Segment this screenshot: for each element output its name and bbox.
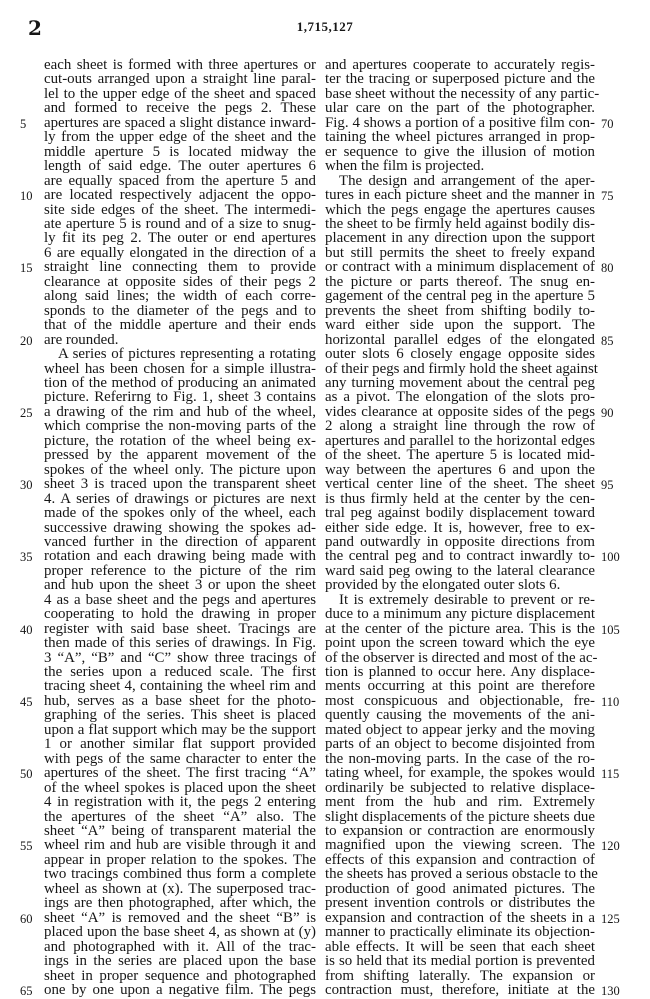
text-line: along said lines; the width of each corre- [44,288,316,305]
line-number: 70 [601,116,614,131]
line-number: 5 [20,116,27,131]
text-line: ment from the hub and rim. Extremely [325,794,595,811]
text-line: wheel rim and hub are visible through it and [44,837,316,854]
text-line: successive drawing showing the spokes ad- [44,519,316,536]
text-line: ments occurring at this point are therefore [325,678,595,695]
text-line: taining the wheel pictures arranged in prop- [325,129,595,146]
text-line: Fig. 4 shows a portion of a positive film con- [325,114,595,131]
line-number: 20 [20,333,33,348]
text-line: sheet “A” is removed and the sheet “B” is [44,909,316,926]
text-line: the sheets has proved a serious obstacle to the [325,866,598,883]
text-line: ly from the upper edge of the sheet and the [44,129,316,146]
text-line: most conspicuous and objectionable, fre- [325,692,595,709]
line-number: 80 [601,261,614,276]
text-line: one by one upon a negative film. The pegs [44,982,316,998]
text-line: pressed by the apparent movement of the [44,447,316,464]
text-line: sponds to the diameter of the pegs and to [44,302,316,319]
line-number: 25 [20,405,33,420]
line-number: 105 [601,622,620,637]
text-line: vertical center line of the sheet. The sheet [325,476,595,493]
text-line: manner to practically eliminate its objection- [325,924,595,941]
line-number: 125 [601,911,620,926]
text-line: appear in proper relation to the spokes. The [44,851,316,868]
text-line: tral peg against bodily displacement toward [325,505,595,522]
text-line: 4 in registration with it, the pegs 2 entering [44,794,316,811]
text-line: apertures are spaced a slight distance inward- [44,114,316,131]
line-number: 110 [601,694,620,709]
right-text-column [325,57,600,998]
text-line: the central peg and to contract inwardly to- [325,548,595,565]
text-line: ward said peg owing to the lateral clearance [325,562,595,579]
text-line: at the center of the picture area. This is the [325,620,595,637]
text-line: present invention controls or distributes the [325,895,595,912]
line-number: 90 [601,405,614,420]
line-number: 15 [20,261,33,276]
text-line: site side edges of the sheet. The intermedi- [44,201,316,218]
text-line: made of the spokes only of the wheel, each [44,505,316,522]
left-text-column [44,58,316,997]
text-line: or contract with a minimum displacement of [325,259,595,276]
text-line: picture. Referirng to Fig. 1, sheet 3 contains [44,389,316,406]
text-line: of the observer is directed and most of the ac- [325,649,598,666]
text-line: the series upon a reduced scale. The first [44,664,316,681]
text-line: able effects. It will be seen that each sheet [325,938,595,955]
text-line: sheet 3 is traced upon the transparent sheet [44,476,316,493]
text-line: the picture or parts thereof. The snug en- [325,273,595,290]
line-number: 100 [601,550,620,565]
text-line: of the sheet. The aperture 5 is located mid- [325,447,595,464]
line-number: 35 [20,550,33,565]
text-line: 4 as a base sheet and the pegs and apertures [44,591,316,608]
text-line: which comprise the non-moving parts of the [44,418,316,435]
text-line: either side edge. It is, however, free to ex- [325,519,595,536]
line-number: 55 [20,839,33,854]
line-number: 10 [20,189,33,204]
text-line: provided by the elongated outer slots 6. [325,577,561,594]
text-line: tracing sheet 4, containing the wheel rim and [44,678,316,695]
text-line: middle aperture 5 is located midway the [44,143,316,160]
text-line: er sequence to give the illusion of motion [325,143,595,160]
text-line: pand outwardly in opposite directions from [325,533,595,550]
line-number: 60 [20,911,33,926]
text-line: and apertures cooperate to accurately regis- [325,57,595,73]
text-line: are rounded. [44,331,119,348]
text-line: each sheet is formed with three apertures or [44,57,316,73]
text-line: wheel has been chosen for a simple illustra- [44,360,316,377]
text-line: way between the apertures 6 and upon the [325,461,595,478]
text-line: the non-moving parts. In the case of the ro- [325,750,595,767]
text-line: mated object to appear jerky and the moving [325,721,595,738]
text-line: the sheet to be firmly held against bodily dis- [325,215,595,232]
text-line: ular care on the part of the photographer. [325,100,595,117]
text-line: point upon the screen toward which the eye [325,635,595,652]
text-line: cut-outs arranged upon a straight line paral- [44,71,316,88]
line-number: 50 [20,767,33,782]
text-line: contraction must, therefore, initiate at the [325,982,595,998]
text-line: A series of pictures representing a rotating [58,346,316,363]
text-line: any turning movement about the central peg [325,374,595,391]
text-line: tures in each picture sheet and the manner in [325,187,595,204]
text-line: 3 “A”, “B” and “C” show three tracings of [44,649,316,666]
text-line: are equally spaced from the aperture 5 and [44,172,316,189]
text-line: vides clearance at opposite sides of the pegs [325,403,595,420]
text-line: clearance at opposite sides of their pegs 2 [44,273,316,290]
text-line: spokes of the wheel only. The picture upon [44,461,316,478]
text-line: which the pegs engage the apertures causes [325,201,595,218]
line-number: 115 [601,767,620,782]
text-line: length of said edge. The outer apertures 6 [44,158,316,175]
text-line: hub, serves as a base sheet for the photo- [44,692,316,709]
text-line: production of good animated pictures. The [325,880,595,897]
text-line: rotation and each drawing being made with [44,548,316,565]
text-line: from shifting laterally. The expansion or [325,967,595,984]
text-line: then made of this series of drawings. In Fig. [44,635,316,652]
text-line: prevents the sheet from shifting bodily to- [325,302,595,319]
text-line: 1 or another similar flat support provided [44,736,316,753]
text-line: as a pivot. The elongation of the slots pro- [325,389,595,406]
text-line: quently causing the movements of the ani- [325,707,595,724]
text-line: graphing of the series. This sheet is placed [44,707,316,724]
page-number: 2 [28,16,42,40]
line-number: 120 [601,839,620,854]
text-line: apertures of the sheet. The first tracing “A” [44,765,316,782]
text-line: cooperating to hold the drawing in proper [44,606,316,623]
text-line: tating wheel, for example, the spokes would [325,765,595,782]
text-line: gagement of the central peg in the aperture 5 [325,288,595,305]
text-line: expansion and contraction of the sheets in a [325,909,595,926]
text-line: tion of the method of producing an animated [44,374,316,391]
text-line: apertures and parallel to the horizontal edges [325,432,595,449]
text-line: sheet in proper sequence and photographed [44,967,316,984]
text-line: upon a flat support which may be the support [44,721,316,738]
text-line: of the wheel spokes is placed upon the sheet [44,779,316,796]
text-line: 6 are equally elongated in the direction of a [44,244,316,261]
line-number: 85 [601,333,614,348]
text-line: placement in any direction upon the support [325,230,595,247]
text-line: The design and arrangement of the aper- [339,172,595,189]
text-line: parts of an object to become disjointed from [325,736,595,753]
line-number: 130 [601,983,620,998]
text-line: a drawing of the rim and hub of the wheel, [44,403,316,420]
patent-number: 1,715,127 [296,19,354,34]
text-line: is thus firmly held at the center by the cen- [325,490,595,507]
text-line: outer slots 6 closely engage opposite sides [325,346,595,363]
line-number: 45 [20,694,33,709]
text-line: proper reference to the picture of the rim [44,562,316,579]
text-line: picture, the rotation of the wheel being ex- [44,432,316,449]
text-line: when the film is projected. [325,158,485,175]
text-line: are located respectively adjacent the oppo- [44,187,316,204]
text-line: lel to the upper edge of the sheet and spaced [44,85,316,102]
text-line: to expansion or contraction are enormously [325,823,595,840]
text-line: ordinarily be subjected to relative displace- [325,779,595,796]
line-number: 95 [601,478,614,493]
text-line: that of the middle aperture and their ends [44,317,316,334]
text-line: of their pegs and firmly hold the sheet against [325,360,598,377]
text-line: horizontal parallel edges of the elongated [325,331,595,348]
text-line: is so held that its medial portion is prevented [325,953,595,970]
line-number: 65 [20,983,33,998]
text-line: and photographed with it. All of the trac- [44,938,316,955]
text-line: slight displacements of the picture sheets due [325,808,595,825]
text-line: duce to a minimum any picture displacement [325,606,595,623]
text-line: vanced further in the direction of apparent [44,533,316,550]
text-line: the apertures of the sheet “A” also. The [44,808,316,825]
text-line: ate aperture 5 is round and of a size to snug- [44,215,316,232]
text-line: with pegs of the same character to enter the [44,750,316,767]
text-line: ward either side upon the support. The [325,317,595,334]
text-line: base sheet without the necessity of any partic- [325,85,600,102]
line-number: 40 [20,622,33,637]
text-line: 2 along a straight line through the row of [325,418,595,435]
text-line: two tracings combined thus form a complete [44,866,316,883]
text-line: but still permits the sheet to freely expand [325,244,595,261]
text-line: ter the tracing or superposed picture and the [325,71,595,88]
text-line: effects of this expansion and contraction of [325,851,595,868]
text-line: and hub upon the sheet 3 or upon the sheet [44,577,316,594]
text-line: tion is planned to occur here. Any displace- [325,664,595,681]
text-line: placed upon the base sheet 4, as shown at (y) [44,924,316,941]
text-line: It is extremely desirable to prevent or re- [339,591,595,608]
text-line: ly fit its peg 2. The outer or end apertures [44,230,316,247]
text-line: register with said base sheet. Tracings are [44,620,316,637]
line-number: 30 [20,478,33,493]
text-line: 4. A series of drawings or pictures are next [44,490,316,507]
line-number: 75 [601,189,614,204]
text-line: ings are then photographed, after which, the [44,895,316,912]
text-line: straight line connecting them to provide [44,259,316,276]
text-line: and formed to receive the pegs 2. These [44,100,316,117]
text-line: ings in the series are placed upon the base [44,953,316,970]
text-line: sheet “A” being of transparent material the [44,823,316,840]
text-line: wheel as shown at (x). The superposed trac- [44,880,316,897]
text-line: magnified upon the viewing screen. The [325,837,595,854]
